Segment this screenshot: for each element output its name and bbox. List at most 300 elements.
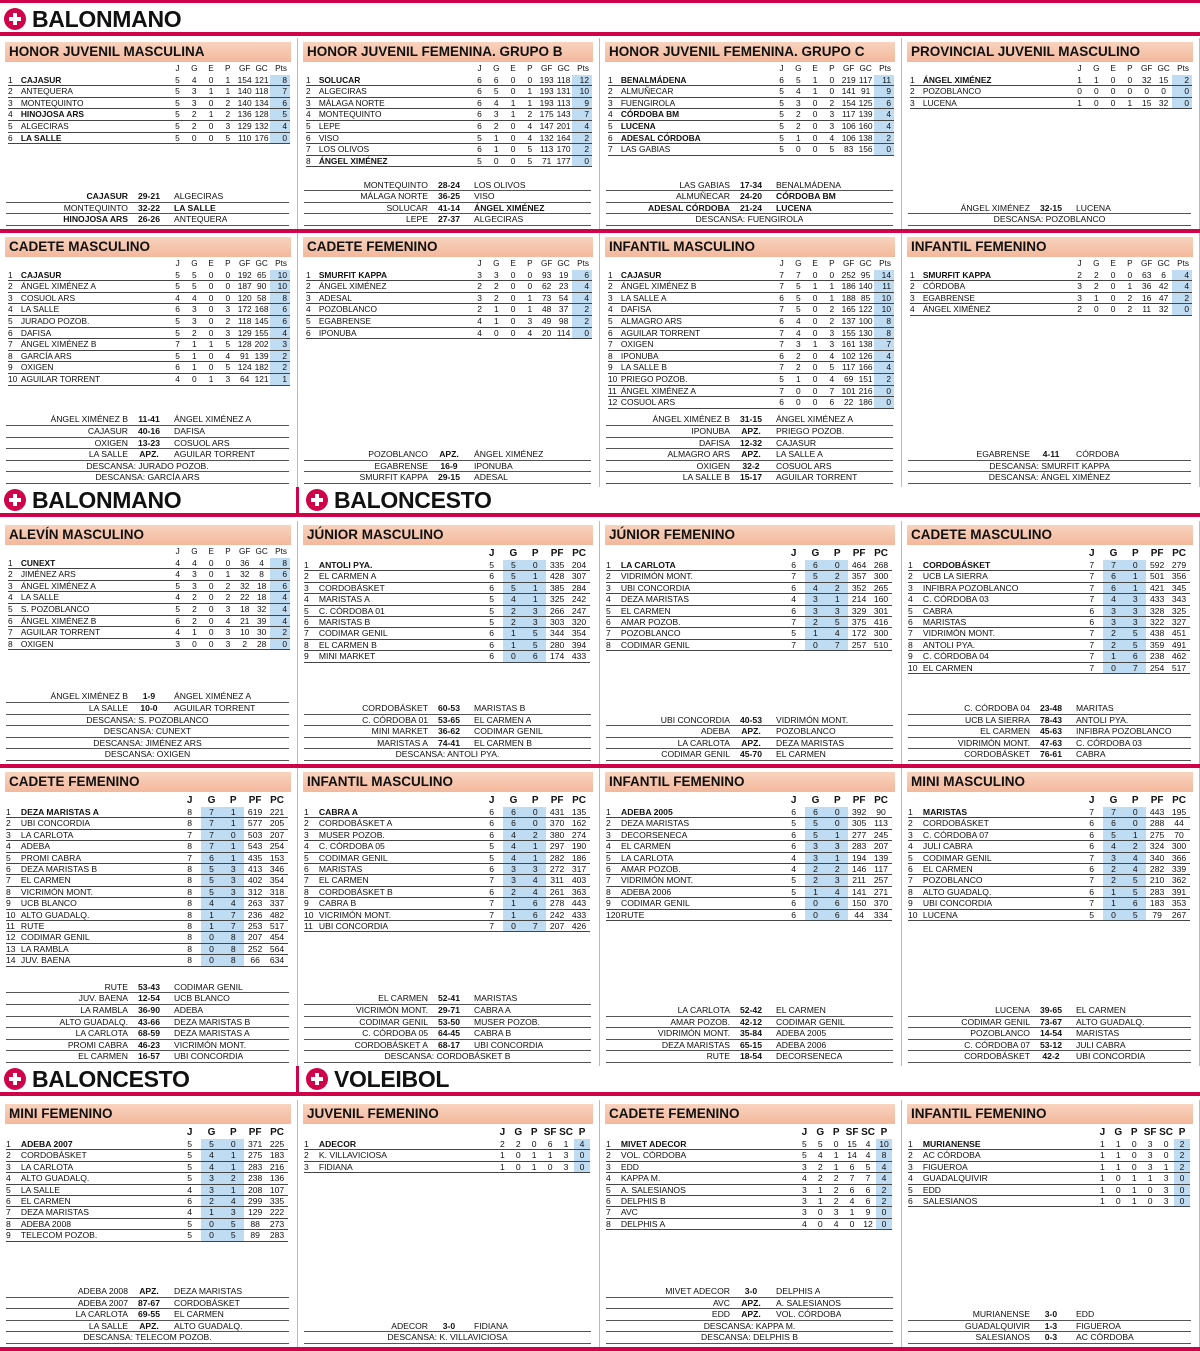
stat-cell: 9 [572,97,592,109]
results-list [304,180,591,226]
stat-cell: 3 [521,315,538,327]
rank-cell: 5 [608,120,621,132]
team-name: CÓRDOBA [923,281,1071,293]
team-name: ADEBA 2007 [21,1139,179,1150]
match-score: 69-55 [138,1309,160,1320]
stat-cell: 2 [524,829,546,840]
stat-cell: 3 [805,594,827,605]
stat-cell: 1 [1095,1161,1111,1172]
standings-table [8,259,290,386]
team-name: ANTOLI PYA. [319,560,481,571]
header-col: GC [255,259,268,268]
stat-cell: 8 [270,292,290,304]
table-row [304,582,590,593]
stat-cell: 0 [1138,86,1155,98]
rank-cell: 4 [6,841,21,852]
stat-cell: 4 [471,315,488,327]
stat-cell: 147 [539,120,554,131]
stat-cell: 1 [203,339,220,351]
stat-cell: 0 [876,1218,892,1229]
panel-title: CADETE FEMENINO [5,772,291,792]
match-score: 52-41 [438,993,460,1004]
stat-cell: 335 [266,1196,288,1207]
stat-cell: 305 [848,818,870,829]
team-name: LAS GABIAS [621,144,773,156]
table-row [608,75,894,86]
team-name: DEZA MARISTAS [21,1207,179,1218]
header-col: E [1110,259,1116,268]
rank-cell: 4 [304,594,319,605]
results-list [606,414,893,484]
result-row [6,203,289,215]
team-name: LUCENA [923,97,1071,109]
results-list [304,993,591,1063]
stat-cell: 3 [524,617,546,628]
stat-cell: 325 [546,594,568,605]
stat-cell: 0 [807,315,824,327]
away-team: ANTEQUERA [174,214,228,225]
home-team: VICRIMÓN MONT. [355,1005,428,1016]
team-name: ADESAL CÓRDOBA [621,132,773,144]
team-name: DEZA MARISTAS [621,594,783,605]
stat-cell: 106 [841,132,856,143]
home-team: MÁLAGA NORTE [360,191,428,202]
stat-cell: 4 [503,852,525,863]
stat-cell: 491 [1168,639,1190,650]
stat-cell: 6 [481,818,503,829]
stat-cell: 0 [1124,818,1146,829]
rank-cell: 9 [606,898,621,909]
table-row [910,304,1192,316]
stat-cell: 375 [848,617,870,628]
table-header-row [606,547,892,560]
header-col: G [1093,259,1100,268]
home-team: CODIMAR GENIL [359,1016,428,1027]
away-team: ADEBA 2006 [776,1039,827,1050]
stat-cell: 117 [858,74,873,85]
match-score: APZ. [439,449,459,460]
stat-cell: 7 [1081,639,1103,650]
team-name: AGUILAR TORRENT [621,327,773,339]
table-header-row [6,794,288,807]
rank-cell: 10 [908,909,923,920]
stat-cell: 288 [1146,818,1168,829]
stat-cell: 245 [870,829,892,840]
stat-cell: 0 [203,627,220,639]
result-row [304,472,591,484]
stat-cell: 6 [481,864,503,875]
header-col: P [527,64,533,73]
stat-cell: 1 [186,350,203,362]
header-col: P [531,548,539,559]
stat-cell: 153 [266,852,288,863]
stat-cell: 9 [860,1207,876,1218]
stat-cell: 11 [874,281,894,293]
table-row [608,397,894,409]
stat-cell: 8 [179,875,201,886]
stat-cell: 7 [179,852,201,863]
rest-note: DESCANSA: GARCÍA ARS [95,472,200,483]
rank-cell: 4 [304,841,319,852]
match-score: 73-67 [1040,1016,1062,1027]
stat-cell: 5 [169,350,186,362]
team-name: DEZA MARISTAS B [21,864,179,875]
home-team: EL CARMEN [378,993,428,1004]
stat-cell: 4 [503,594,525,605]
header-col: G [795,64,802,73]
team-name: VIDRIMÓN MONT. [923,628,1081,639]
section-header [0,1066,190,1092]
rank-cell: 6 [306,132,319,144]
result-row [304,1040,591,1052]
rank-cell: 6 [6,864,21,875]
table-header-row [608,64,894,75]
stat-cell: 65 [253,270,270,281]
stat-cell: 0 [574,1161,590,1172]
table-row [606,1196,892,1207]
stat-cell: 1 [503,898,525,909]
stat-cell: 4 [253,558,270,569]
stat-cell: 106 [841,120,856,131]
stat-cell: 0 [505,315,522,327]
panel-title: CADETE MASCULINO [5,237,291,257]
away-team: ALTO GUADALQ. [174,1320,243,1331]
stat-cell: 7 [860,1173,876,1184]
match-score: APZ. [139,1286,159,1297]
rank-cell: 1 [608,270,621,281]
home-team: AVC [712,1297,730,1308]
team-name: CAJASUR [621,270,773,281]
header-col: J [499,1127,506,1138]
team-name: ÁNGEL XIMÉNEZ A [21,580,169,592]
rank-cell: 4 [910,304,923,316]
stat-cell: 3 [828,1207,844,1218]
stat-cell: 4 [169,373,186,385]
stat-cell: 1 [1095,1184,1111,1195]
stat-cell: 3 [222,1207,244,1218]
stat-cell: 0 [1110,1173,1126,1184]
table-row [304,807,590,818]
stat-cell: 343 [1168,594,1190,605]
standings-table [606,1126,892,1230]
stat-cell: 6 [805,560,827,571]
stat-cell: 0 [807,304,824,316]
table-row [306,86,592,98]
stat-cell: 48 [538,304,555,316]
rank-cell: 2 [908,818,923,829]
header-rank [910,64,923,75]
rank-cell: 3 [8,97,21,109]
stat-cell: 2 [219,97,236,109]
result-row [606,1309,893,1321]
stat-cell: 49 [538,315,555,327]
stat-cell: 7 [1081,582,1103,593]
away-team: EL CARMEN A [474,714,532,725]
stat-cell: 0 [203,615,220,627]
team-name: VICRIMÓN MONT. [319,909,481,920]
team-name: AMAR POZOB. [621,864,783,875]
stat-cell: 564 [266,943,288,954]
stat-cell: 3 [219,327,236,339]
standings-table [306,64,592,167]
stat-cell: 263 [244,898,266,909]
stat-cell: 337 [266,898,288,909]
stat-cell: 4 [805,582,827,593]
away-team: DEZA MARISTAS [776,737,845,748]
header-col: P [829,64,835,73]
header-rank [306,259,319,270]
stat-cell: 5 [1124,628,1146,639]
stat-cell: 5 [481,605,503,616]
stat-cell: 0 [524,560,546,571]
team-name: CABRA B [319,898,481,909]
stat-cell: 1 [828,1150,844,1161]
stat-cell: 1 [823,292,840,304]
away-team: ALGECIRAS [174,191,224,202]
team-name: LUCENA [923,909,1081,920]
away-team: A. SALESIANOS [776,1297,841,1308]
table-row [8,120,290,132]
header-col: GF [239,547,251,556]
header-rank [6,794,21,807]
header-col: Pts [1177,259,1189,268]
away-team: ALTO GUADALQ. [1076,1016,1145,1027]
stat-cell: 1 [828,1161,844,1172]
stat-cell: 3 [219,120,236,132]
header-col: J [175,64,180,73]
stat-cell: 0 [1105,270,1122,281]
rank-cell: 2 [304,1150,319,1161]
stat-cell: 1 [219,86,236,98]
header-rank [304,547,319,560]
header-col: P [833,795,841,806]
stat-cell: 4 [503,829,525,840]
table-row [6,1207,288,1218]
result-row [606,1286,893,1298]
stat-cell: 2 [186,615,203,627]
stat-cell: 5 [805,818,827,829]
stat-cell: 1 [488,132,505,144]
team-name: LA SALLE [21,592,169,604]
stat-cell: 32 [253,603,270,615]
away-team: AC CÓRDOBA [1076,1332,1134,1343]
stat-cell: 340 [1146,852,1168,863]
stat-cell: 5 [169,315,186,327]
home-team: LAS GABIAS [679,179,730,190]
result-row [606,472,893,484]
match-score: 52-42 [740,1005,762,1016]
stat-cell: 3 [186,304,203,316]
stat-cell: 501 [1146,571,1168,582]
stat-cell: 7 [773,270,790,281]
standings-panel [298,1100,600,1347]
team-name: ÁNGEL XIMÉNEZ [923,304,1071,316]
table-header-row [908,794,1190,807]
stat-cell: 366 [1168,852,1190,863]
table-row [304,829,590,840]
stat-cell: 6 [783,605,805,616]
stat-cell: 187 [237,281,252,292]
team-name: LA SALLE [21,132,169,144]
stat-cell: 0 [503,921,525,932]
rank-cell: 5 [6,852,21,863]
rank-cell: 12 [6,932,21,943]
match-score: 46-23 [138,1039,160,1050]
stat-cell: 0 [807,132,824,144]
header-col: Pts [275,259,287,268]
panel-title: CADETE FEMENINO [605,1104,895,1124]
stat-cell: 1 [1095,1196,1111,1207]
result-row [6,214,289,226]
stat-cell: 451 [1168,628,1190,639]
stat-cell: 7 [1081,594,1103,605]
rank-cell: 10 [908,662,923,673]
stat-cell: 10 [572,86,592,98]
header-col: PC [1172,548,1186,559]
stat-cell: 5 [812,1139,828,1150]
rank-cell: 5 [908,605,923,616]
stat-cell: 0 [1088,304,1105,316]
team-name: CORDOBÁSKET B [319,886,481,897]
stat-cell: 4 [169,558,186,569]
match-score: 68-17 [438,1039,460,1050]
stat-cell: 4 [201,1150,223,1161]
stat-cell: 2 [812,1161,828,1172]
result-row [304,703,591,715]
stat-cell: 1 [222,807,244,818]
stat-cell: 4 [270,120,290,132]
stat-cell: 6 [783,898,805,909]
stat-cell: 2 [236,638,253,650]
stat-cell: 3 [1103,852,1125,863]
stat-cell: 186 [568,852,590,863]
header-col: J [1089,548,1095,559]
header-rank [908,1126,923,1139]
stat-cell: 23 [555,281,572,293]
stat-cell: 283 [244,1161,266,1172]
stat-cell: 1 [505,109,522,121]
table-row [8,97,290,109]
stat-cell: 0 [505,86,522,98]
stat-cell: 136 [266,1173,288,1184]
stat-cell: 454 [266,932,288,943]
header-team [319,794,481,807]
stat-cell: 6 [481,807,503,818]
away-team: ÁNGEL XIMÉNEZ A [174,414,252,425]
stat-cell: 280 [546,639,568,650]
team-name: ADECOR [319,1139,495,1150]
result-row [6,438,289,450]
stat-cell: 140 [237,97,252,108]
stat-cell: 183 [1146,898,1168,909]
stat-cell: 353 [1168,898,1190,909]
stat-cell: 322 [1146,617,1168,628]
stat-cell: 2 [495,1139,511,1150]
stat-cell: 6 [169,304,186,316]
away-team: FIDIANA [474,1320,508,1331]
standings-panel [0,768,298,1066]
stat-cell: 1 [826,594,848,605]
stat-cell: 140 [237,86,252,97]
team-name: AVC [621,1207,797,1218]
stat-cell: 238 [1146,651,1168,662]
stat-cell: 1 [201,909,223,920]
result-row [606,438,893,450]
stat-cell: 210 [1146,875,1168,886]
stat-cell: 5 [790,304,807,316]
rank-cell: 2 [608,86,621,98]
stat-cell: 70 [1168,829,1190,840]
team-name: ADEBA 2006 [621,886,783,897]
stat-cell: 1 [1103,898,1125,909]
stat-cell: 0 [505,327,522,339]
stat-cell: 443 [568,898,590,909]
stat-cell: 6 [783,807,805,818]
stat-cell: 63 [1138,270,1155,281]
team-name: MÁLAGA NORTE [319,97,471,109]
away-team: MARITAS [1076,703,1114,714]
stat-cell: 6 [860,1184,876,1195]
table-header-row [6,1126,288,1139]
stat-cell: 0 [488,155,505,167]
table-row [6,886,288,897]
stat-cell: 0 [201,1218,223,1229]
header-col: SC [1159,1127,1174,1138]
away-team: UBI CONCORDIA [474,1039,544,1050]
team-name: AGUILAR TORRENT [21,627,169,639]
stat-cell: 194 [848,852,870,863]
team-name: CABRA [923,605,1081,616]
result-row [6,1040,289,1052]
stat-cell: 3 [1158,1184,1174,1195]
header-col: G [811,548,820,559]
stat-cell: 1 [526,1150,542,1161]
stat-cell: 517 [1168,662,1190,673]
rank-cell: 3 [908,1161,923,1172]
result-row [606,1040,893,1052]
team-name: ADEBA [21,841,179,852]
stat-cell: 1 [1095,1139,1111,1150]
stat-cell: 3 [186,569,203,581]
stat-cell: 5 [773,86,790,98]
stat-cell: 0 [826,807,848,818]
rank-cell: 1 [910,75,923,86]
stat-cell: 1 [1124,582,1146,593]
team-name: AC CÓRDOBA [923,1150,1095,1161]
match-score: 12-32 [740,437,762,448]
header-team [923,547,1081,560]
table-row [304,909,590,920]
stat-cell: 1 [1071,97,1088,109]
result-row [304,749,591,761]
rank-cell: 10 [304,909,319,920]
table-header-row [304,1126,590,1139]
table-row [606,875,892,886]
team-name: IPONUBA [319,327,471,339]
stat-cell: 1 [270,373,290,385]
away-team: EL CARMEN [776,749,826,760]
header-col: E [510,259,516,268]
stat-cell: 7 [169,339,186,351]
stat-cell: 3 [823,109,840,121]
stat-cell: 6 [1124,898,1146,909]
table-row [306,281,592,293]
team-name: POZOBLANCO [923,875,1081,886]
result-row [908,449,1191,461]
stat-cell: 0 [203,292,220,304]
home-team: RUTE [706,1051,730,1062]
stat-cell: 5 [1124,909,1146,920]
